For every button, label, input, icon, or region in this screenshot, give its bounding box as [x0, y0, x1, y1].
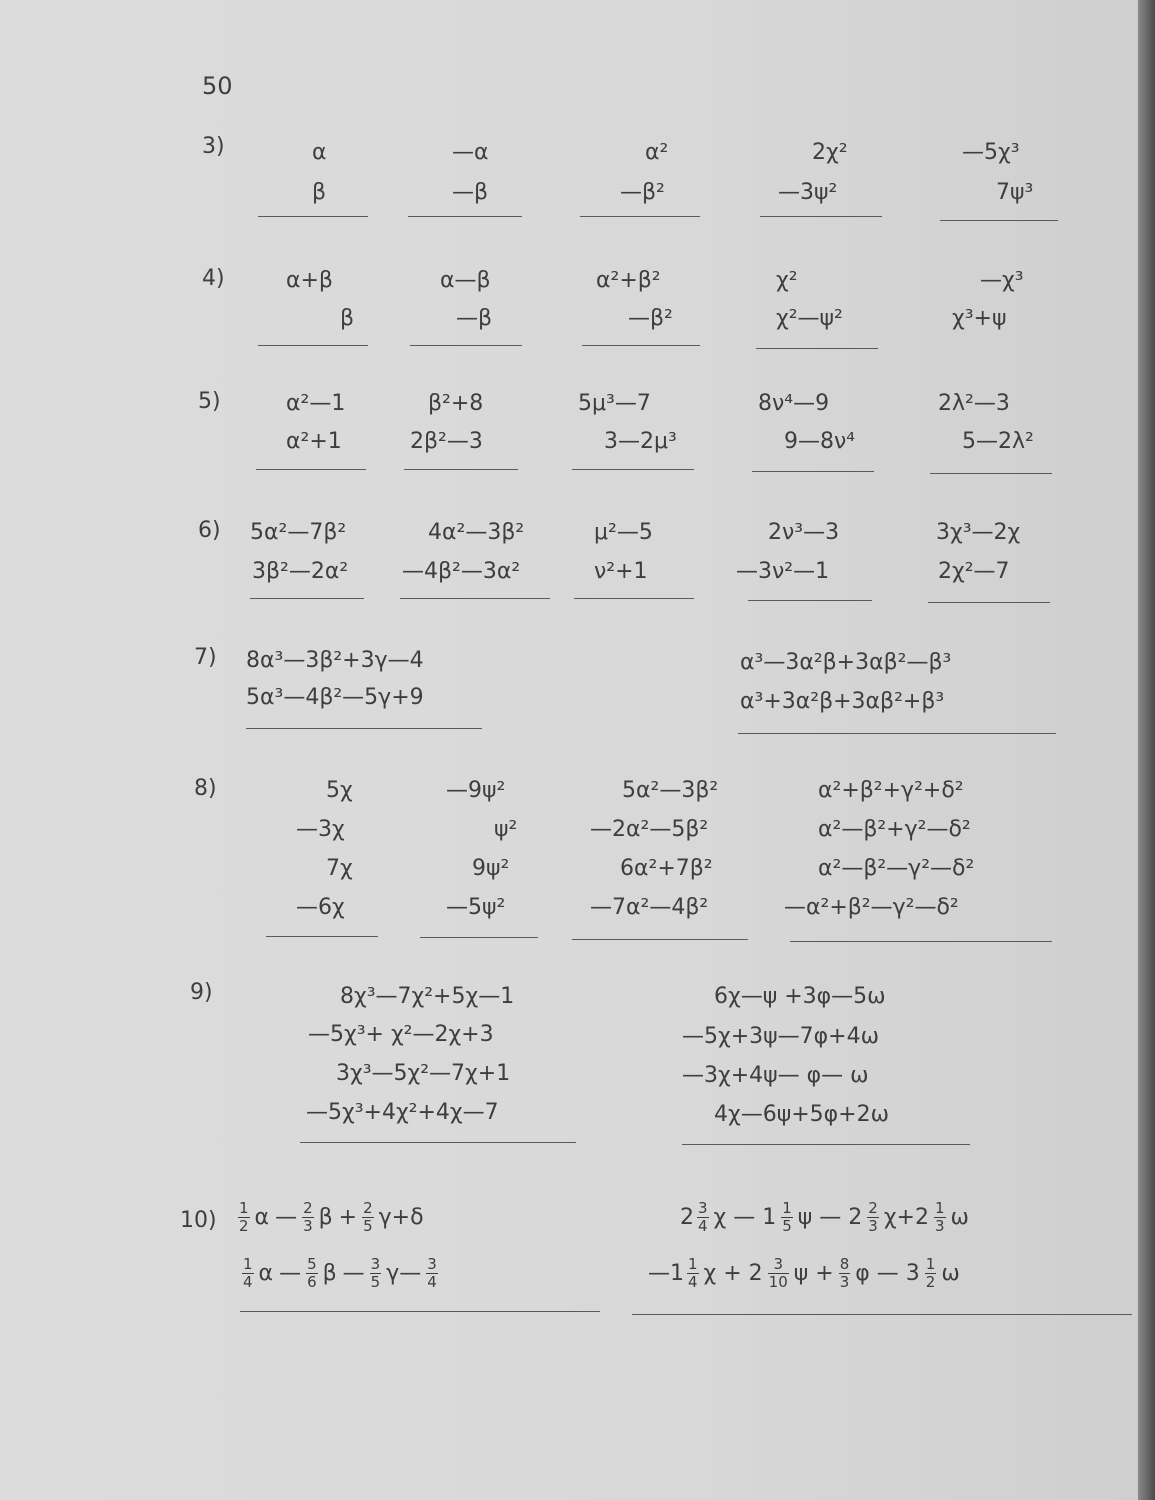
ex6-c3-bottom: ν²+1 [594, 559, 648, 584]
ex6-c1-top: 5α²—7β² [250, 520, 347, 545]
exercise-3-label: 3) [202, 134, 225, 159]
exercise-6-label: 6) [198, 518, 221, 543]
fraction: $\frac{3}{10}$ [768, 1255, 788, 1291]
exercise-9-label: 9) [190, 980, 213, 1005]
ex4-c3-bottom: —β² [628, 306, 673, 331]
ex8-c3-r4: —7α²—4β² [590, 895, 709, 920]
fraction: $\frac{1}{4}$ [688, 1255, 698, 1291]
ex6-c1-bottom: 3β²—2α² [252, 559, 349, 584]
ex8-c1-r4: —6χ [296, 895, 345, 920]
ex10-left-line1: $\frac{1}{2}$ α — $\frac{2}{3}$ β + $\frac{2}{5}$ γ+δ [239, 1199, 424, 1235]
ex3-c4-bottom: —3ψ² [778, 180, 838, 205]
ex9-right-r3: —3χ+4ψ— φ— ω [682, 1063, 869, 1088]
ex3-c2-top: —α [452, 140, 489, 165]
exercise-5-label: 5) [198, 389, 221, 414]
ex5-c1-bottom: α²+1 [286, 429, 342, 454]
ex8-c3-r2: —2α²—5β² [590, 817, 709, 842]
ex5-c4-rule [752, 471, 874, 472]
ex6-c3-rule [574, 598, 694, 599]
fraction: $\frac{1}{2}$ [925, 1255, 936, 1291]
ex7-right-rule [738, 733, 1056, 734]
ex8-c3-rule [572, 939, 748, 940]
ex3-c5-bottom: 7ψ³ [996, 180, 1034, 205]
ex8-c1-r2: —3χ [296, 817, 345, 842]
ex3-c1-top: α [312, 140, 327, 165]
fraction: $\frac{2}{5}$ [363, 1199, 373, 1235]
fraction: $\frac{2}{3}$ [303, 1199, 313, 1235]
ex5-c5-bottom: 5—2λ² [962, 429, 1034, 454]
ex8-c2-rule [420, 937, 538, 938]
ex8-c4-rule [790, 941, 1052, 942]
ex3-c1-bottom: β [312, 180, 327, 205]
ex9-left-r1: 8χ³—7χ²+5χ—1 [340, 984, 515, 1009]
ex6-c1-rule [250, 598, 364, 599]
ex4-c1-top: α+β [286, 268, 333, 293]
ex8-c2-r3: 9ψ² [472, 856, 510, 881]
ex10-right-line1: 2 $\frac{3}{4}$ χ — 1 $\frac{1}{5}$ ψ — 2 $\frac{2}{3}$ χ+2 $\frac{1}{3}$ ω [680, 1199, 969, 1235]
ex8-c1-r1: 5χ [326, 778, 353, 803]
ex3-c5-top: —5χ³ [962, 140, 1020, 165]
ex7-left-bottom: 5α³—4β²—5γ+9 [246, 685, 424, 710]
ex5-c2-top: β²+8 [428, 391, 484, 416]
ex6-c2-rule [400, 598, 550, 599]
ex4-c5-top: —χ³ [980, 268, 1024, 293]
fraction: $\frac{5}{6}$ [307, 1255, 317, 1291]
ex5-c1-rule [256, 469, 366, 470]
ex7-right-bottom: α³+3α²β+3αβ²+β³ [740, 689, 945, 714]
ex6-c2-top: 4α²—3β² [428, 520, 525, 545]
ex5-c1-top: α²—1 [286, 391, 346, 416]
ex9-left-r2: —5χ³+ χ²—2χ+3 [308, 1022, 494, 1047]
fraction: $\frac{3}{4}$ [427, 1255, 437, 1291]
ex3-c3-top: α² [645, 140, 669, 165]
ex8-c1-r3: 7χ [326, 856, 353, 881]
fraction: $\frac{1}{5}$ [782, 1199, 792, 1235]
ex9-right-r1: 6χ—ψ +3φ—5ω [714, 984, 886, 1009]
ex4-c3-top: α²+β² [596, 268, 661, 293]
ex8-c2-r1: —9ψ² [446, 778, 506, 803]
fraction: $\frac{2}{3}$ [868, 1199, 878, 1235]
ex6-c3-top: μ²—5 [594, 520, 653, 545]
ex6-c4-top: 2ν³—3 [768, 520, 840, 545]
ex5-c5-rule [930, 473, 1052, 474]
ex4-c3-rule [582, 345, 700, 346]
ex4-c4-rule [756, 348, 878, 349]
ex9-left-r3: 3χ³—5χ²—7χ+1 [336, 1061, 511, 1086]
ex8-c3-r3: 6α²+7β² [620, 856, 713, 881]
book-edge-shadow [1138, 0, 1155, 1500]
ex6-c5-bottom: 2χ²—7 [938, 559, 1010, 584]
ex4-c1-bottom: β [340, 306, 355, 331]
ex3-c5-rule [940, 220, 1058, 221]
ex9-right-r2: —5χ+3ψ—7φ+4ω [682, 1024, 880, 1049]
ex3-c2-rule [408, 216, 522, 217]
ex8-c4-r4: —α²+β²—γ²—δ² [784, 895, 959, 920]
exercise-4-label: 4) [202, 266, 225, 291]
fraction: $\frac{1}{3}$ [934, 1199, 945, 1235]
ex9-right-r4: 4χ—6ψ+5φ+2ω [714, 1102, 890, 1127]
ex10-left-rule [240, 1311, 600, 1312]
ex10-right-rule [632, 1314, 1132, 1315]
ex10-right-line2: —1 $\frac{1}{4}$ χ + 2 $\frac{3}{10}$ ψ + $\frac{8}{3}$ φ — 3 $\frac{1}{2}$ ω [648, 1255, 960, 1291]
fraction: $\frac{8}{3}$ [839, 1255, 850, 1291]
ex8-c2-r4: —5ψ² [446, 895, 506, 920]
ex5-c5-top: 2λ²—3 [938, 391, 1010, 416]
ex5-c3-top: 5μ³—7 [578, 391, 651, 416]
ex5-c3-bottom: 3—2μ³ [604, 429, 677, 454]
ex5-c3-rule [572, 469, 694, 470]
ex7-left-rule [246, 728, 482, 729]
ex4-c5-bottom: χ³+ψ [952, 306, 1007, 331]
ex7-left-top: 8α³—3β²+3γ—4 [246, 648, 424, 673]
ex4-c4-bottom: χ²—ψ² [776, 306, 843, 331]
ex4-c4-top: χ² [776, 268, 798, 293]
ex6-c5-rule [928, 602, 1050, 603]
ex5-c4-bottom: 9—8ν⁴ [784, 429, 856, 454]
ex9-right-rule [682, 1144, 970, 1145]
ex4-c2-bottom: —β [456, 306, 493, 331]
ex6-c2-bottom: —4β²—3α² [402, 559, 521, 584]
ex4-c2-rule [410, 345, 522, 346]
ex5-c2-rule [404, 469, 518, 470]
ex4-c2-top: α—β [440, 268, 491, 293]
exercise-8-label: 8) [194, 776, 217, 801]
ex3-c1-rule [258, 216, 368, 217]
fraction: $\frac{3}{4}$ [698, 1199, 708, 1235]
ex8-c4-r3: α²—β²—γ²—δ² [818, 856, 975, 881]
ex3-c2-bottom: —β [452, 180, 489, 205]
ex3-c3-rule [580, 216, 700, 217]
ex8-c1-rule [266, 936, 378, 937]
ex9-left-rule [300, 1142, 576, 1143]
ex10-left-line2: $\frac{1}{4}$ α — $\frac{5}{6}$ β — $\frac{3}{5}$ γ— $\frac{3}{4}$ [243, 1255, 437, 1291]
ex6-c5-top: 3χ³—2χ [936, 520, 1021, 545]
fraction: $\frac{3}{5}$ [370, 1255, 381, 1291]
page-number: 50 [202, 72, 233, 100]
ex3-c4-top: 2χ² [812, 140, 848, 165]
ex4-c1-rule [258, 345, 368, 346]
ex9-left-r4: —5χ³+4χ²+4χ—7 [306, 1100, 499, 1125]
exercise-10-label: 10) [180, 1208, 217, 1233]
ex6-c4-rule [748, 600, 872, 601]
ex8-c4-r1: α²+β²+γ²+δ² [818, 778, 964, 803]
exercise-7-label: 7) [194, 645, 217, 670]
ex3-c3-bottom: —β² [620, 180, 665, 205]
ex6-c4-bottom: —3ν²—1 [736, 559, 830, 584]
ex5-c2-bottom: 2β²—3 [410, 429, 483, 454]
ex8-c4-r2: α²—β²+γ²—δ² [818, 817, 971, 842]
ex7-right-top: α³—3α²β+3αβ²—β³ [740, 650, 952, 675]
ex5-c4-top: 8ν⁴—9 [758, 391, 830, 416]
ex8-c2-r2: ψ² [494, 817, 518, 842]
ex3-c4-rule [760, 216, 882, 217]
ex8-c3-r1: 5α²—3β² [622, 778, 719, 803]
fraction: $\frac{1}{4}$ [243, 1255, 253, 1291]
fraction: $\frac{1}{2}$ [239, 1199, 249, 1235]
